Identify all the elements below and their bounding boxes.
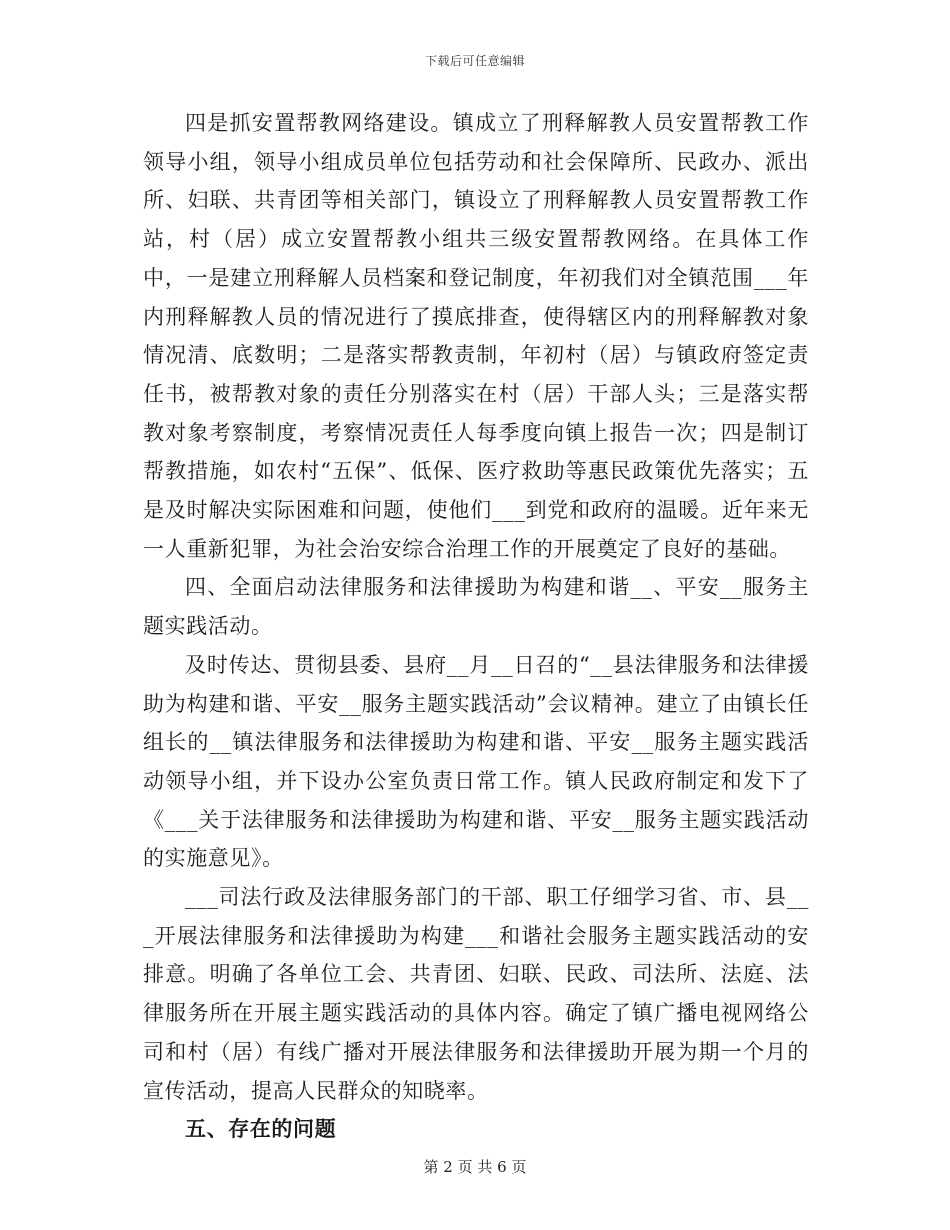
section-heading-problems: 五、存在的问题 xyxy=(185,1116,337,1142)
paragraph-section-four-title: 四、全面启动法律服务和法律援助为构建和谐__、平安__服务主题实践活动。 xyxy=(143,575,809,639)
paragraph-study-arrangement: ___司法行政及法律服务部门的干部、职工仔细学习省、市、县___开展法律服务和法律援助为构建___和谐社会服务主题实践活动的安排意。明确了各单位工会、共青团、妇联、民政、司法所、法庭、法律服务所在开展主题实践活动的具体内容。确定了镇广播电视网络公司和村（居）有线广播对开展法律服务和法律援助开展为期一个月的宣传活动，提高人民群众的知晓率。 xyxy=(143,885,809,1103)
page-header-note: 下载后可任意编辑 xyxy=(424,54,525,68)
paragraph-meeting-spirit: 及时传达、贯彻县委、县府__月__日召的“__县法律服务和法律援助为构建和谐、平安__服务主题实践活动”会议精神。建立了由镇长任组长的__镇法律服务和法律援助为构建和谐、平安__服务主题实践活动领导小组，并下设办公室负责日常工作。镇人民政府制定和发下了《___关于法律服务和法律援助为构建和谐、平安__服务主题实践活动的实施意见》。 xyxy=(143,652,809,871)
page-number-footer: 第 2 页 共 6 页 xyxy=(423,1158,527,1176)
paragraph-placement-network: 四是抓安置帮教网络建设。镇成立了刑释解教人员安置帮教工作领导小组，领导小组成员单位包括劳动和社会保障所、民政办、派出所、妇联、共青团等相关部门，镇设立了刑释解教人员安置帮教工作站，村（居）成立安置帮教小组共三级安置帮教网络。在具体工作中，一是建立刑释解人员档案和登记制度，年初我们对全镇范围___年内刑释解教人员的情况进行了摸底排查，使得辖区内的刑释解教对象情况清、底数明；二是落实帮教责制，年初村（居）与镇政府签定责任书，被帮教对象的责任分别落实在村（居）干部人头；三是落实帮教对象考察制度，考察情况责任人每季度向镇上报告一次；四是制订帮教措施，如农村“五保”、低保、医疗救助等惠民政策优先落实；五是及时解决实际困难和问题，使他们___到党和政府的温暖。近年来无一人重新犯罪，为社会治安综合治理工作的开展奠定了良好的基础。 xyxy=(143,111,809,561)
document-body xyxy=(143,104,809,1149)
